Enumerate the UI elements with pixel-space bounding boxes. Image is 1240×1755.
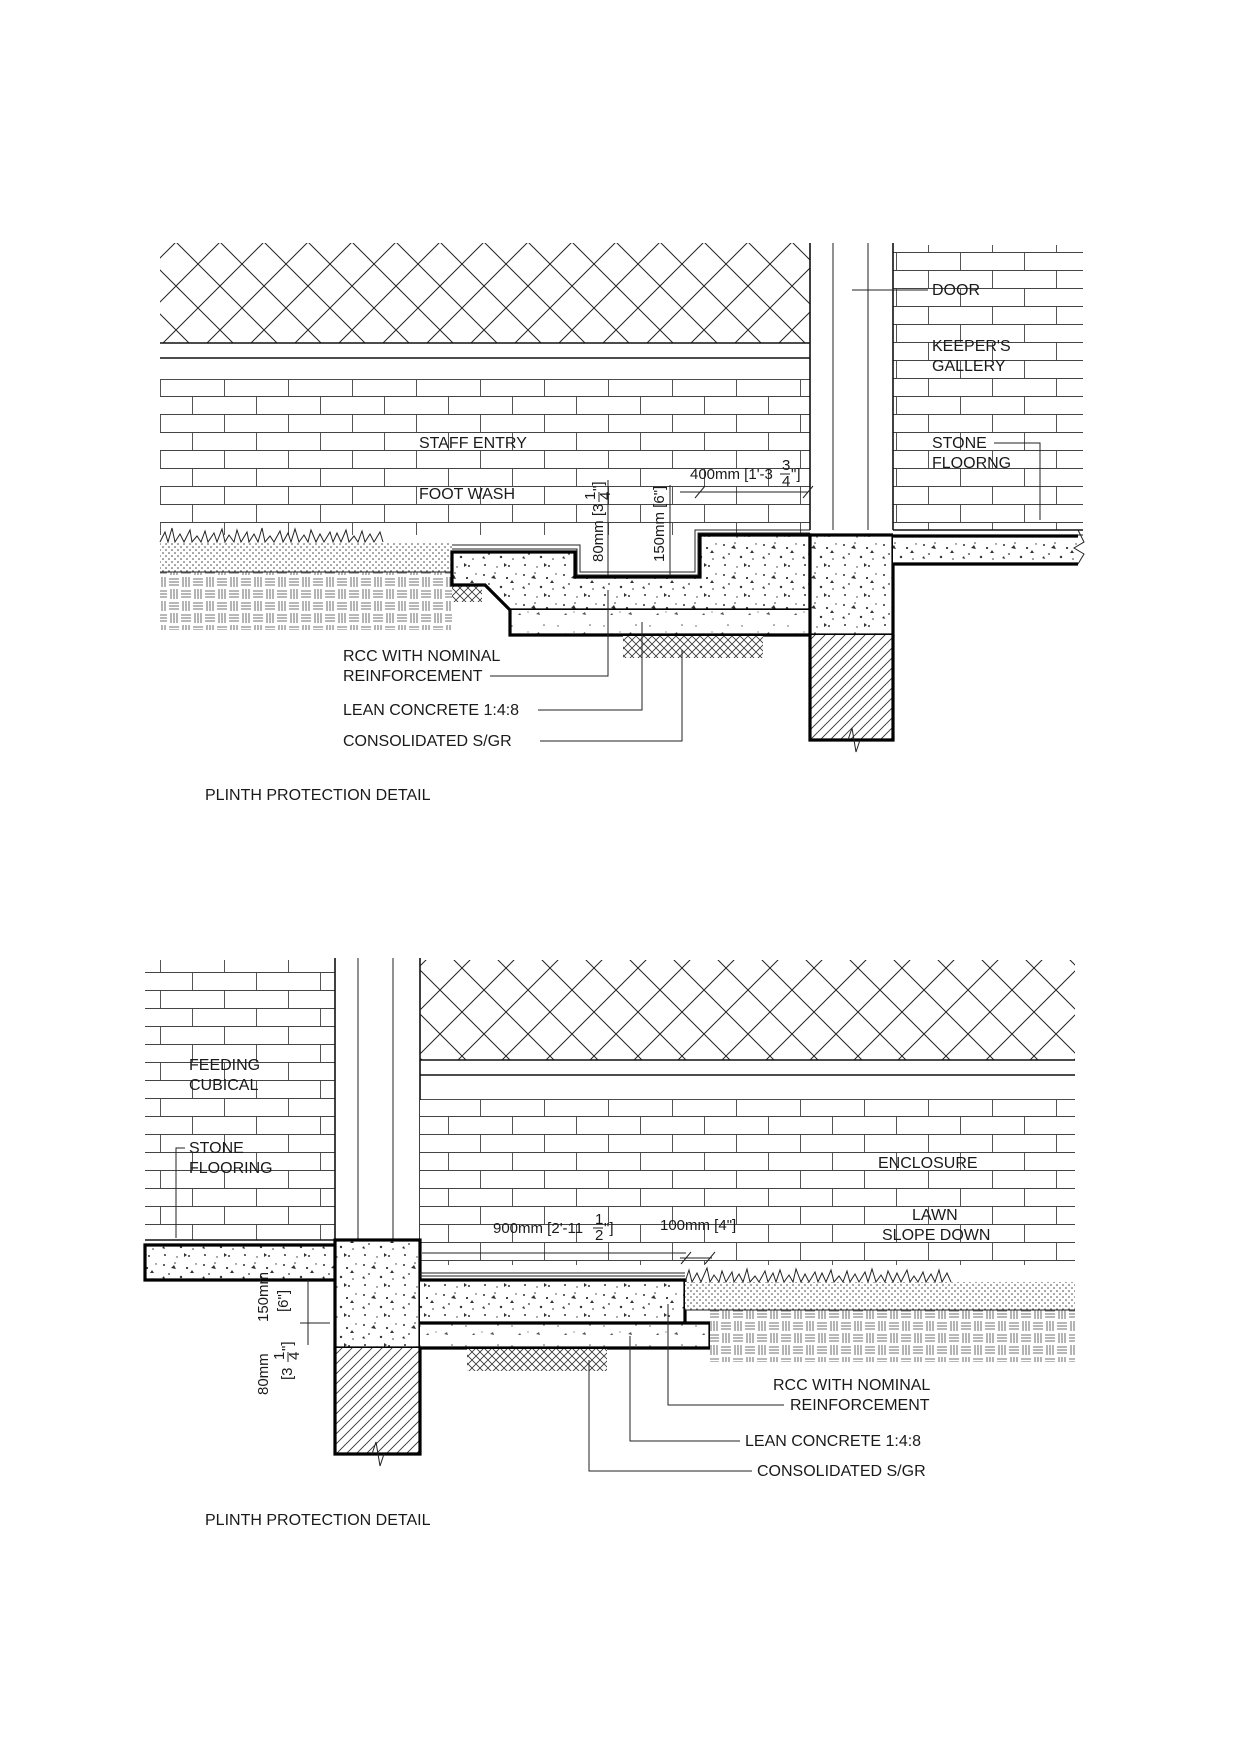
detail-top [160, 243, 1084, 804]
detail-bottom [145, 958, 1075, 1529]
dim-900-width: 900mm [2'-11 [493, 1220, 584, 1237]
topsoil-bottom [685, 1282, 1075, 1310]
label-rcc-1-bottom: RCC WITH NOMINAL [773, 1377, 931, 1394]
label-lean-concrete-top: LEAN CONCRETE 1:4:8 [343, 702, 520, 719]
stone-flooring-slab-top [893, 536, 1078, 564]
brick-wall-left-bottom [145, 960, 335, 1240]
label-feeding-cubical-1: FEEDING [189, 1057, 261, 1074]
svg-text:1: 1 [582, 491, 599, 500]
roof-lattice-top [160, 243, 810, 343]
label-door: DOOR [932, 282, 980, 299]
svg-text:150mm: 150mm [255, 1271, 272, 1322]
svg-text:[3: [3 [279, 1367, 296, 1380]
grass-bottom [685, 1268, 951, 1282]
svg-text:4: 4 [286, 1351, 303, 1360]
rcc-slab-bottom [420, 1280, 685, 1323]
label-keepers-gallery-1: KEEPER'S [932, 338, 1011, 355]
lean-concrete-top [510, 610, 810, 635]
label-foot-wash: FOOT WASH [419, 486, 515, 503]
label-stone-flooring-1-bottom: STONE [189, 1140, 244, 1157]
label-enclosure: ENCLOSURE [878, 1155, 978, 1172]
label-rcc-2-bottom: REINFORCEMENT [790, 1397, 930, 1414]
svg-text:80mm [3: 80mm [3 [590, 503, 607, 562]
dim-900-frac-den: 2 [595, 1227, 604, 1244]
dim-150-depth-bottom [255, 1272, 272, 1322]
label-stone-flooring-2-bottom: FLOORING [189, 1160, 273, 1177]
svg-text:[6"]: [6"] [275, 1289, 292, 1312]
label-lawn-1: LAWN [912, 1207, 958, 1224]
foundation-bottom [335, 1348, 420, 1454]
dim-400-frac-den: 4 [782, 473, 791, 490]
earth-top [160, 572, 452, 630]
dim-150-imp-bottom [275, 1290, 292, 1312]
title-top: PLINTH PROTECTION DETAIL [205, 787, 431, 804]
dim-400-close: "] [791, 466, 801, 483]
dim-80-depth-bottom [255, 1353, 272, 1395]
dim-400-frac-num: 3 [782, 457, 791, 474]
door-frame-bottom [335, 958, 420, 1240]
brick-wall-right-top [893, 245, 1083, 530]
dim-100-width: 100mm [4"] [660, 1217, 737, 1234]
brick-wall-left-top [160, 380, 810, 535]
svg-text:80mm: 80mm [255, 1353, 272, 1395]
subgrade-top [623, 636, 763, 658]
roof-lattice-bottom [420, 960, 1075, 1060]
dim-900-frac-num: 1 [595, 1211, 604, 1228]
svg-text:150mm [6"]: 150mm [6"] [651, 485, 668, 562]
label-staff-entry: STAFF ENTRY [419, 435, 527, 452]
earth-bottom [710, 1310, 1075, 1362]
label-lawn-2: SLOPE DOWN [882, 1227, 991, 1244]
label-consolidated-top: CONSOLIDATED S/GR [343, 733, 512, 750]
dim-150-depth-top [651, 486, 668, 562]
topsoil-top [160, 542, 452, 572]
label-lean-concrete-bottom: LEAN CONCRETE 1:4:8 [745, 1433, 922, 1450]
svg-text:"]: "] [279, 1341, 296, 1351]
plinth-block-top [810, 535, 893, 635]
foundation-top [810, 635, 893, 740]
door-frame-top [810, 243, 893, 530]
label-feeding-cubical-2: CUBICAL [189, 1077, 259, 1094]
subgrade-bottom [467, 1349, 607, 1371]
label-rcc-2-top: REINFORCEMENT [343, 668, 483, 685]
label-rcc-1-top: RCC WITH NOMINAL [343, 648, 501, 665]
dim-80-imp-bottom [271, 1342, 303, 1381]
svg-text:"]: "] [590, 481, 607, 491]
plinth-block-bottom [335, 1240, 420, 1348]
svg-text:1: 1 [271, 1351, 288, 1360]
title-bottom: PLINTH PROTECTION DETAIL [205, 1512, 431, 1529]
lean-concrete-bottom [420, 1323, 710, 1348]
svg-text:4: 4 [597, 491, 614, 500]
label-stone-flooring-2: FLOORNG [932, 455, 1012, 472]
label-keepers-gallery-2: GALLERY [932, 358, 1006, 375]
dim-900-close: "] [604, 1220, 614, 1237]
stone-flooring-slab-bottom [145, 1245, 335, 1280]
dim-400-width: 400mm [1'-3 [690, 466, 773, 483]
label-stone-flooring-1: STONE [932, 435, 987, 452]
label-consolidated-bottom: CONSOLIDATED S/GR [757, 1463, 926, 1480]
